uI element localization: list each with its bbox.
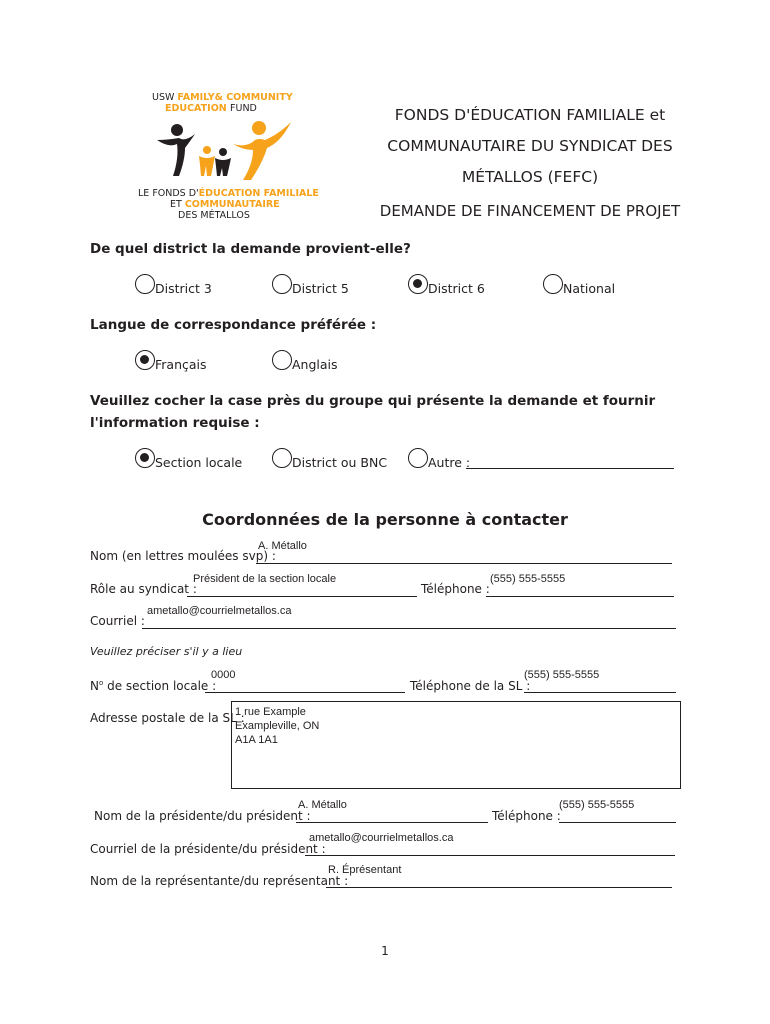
- role-field[interactable]: [187, 596, 417, 597]
- president-phone-field[interactable]: [559, 822, 676, 823]
- radio-option-district-5[interactable]: [272, 274, 349, 294]
- role-value: Président de la section locale: [193, 573, 337, 585]
- label-prefix: N: [90, 679, 99, 693]
- radio-district-3[interactable]: [135, 274, 155, 294]
- president-name-value: A. Métallo: [298, 799, 347, 811]
- logo-line-1: [152, 92, 293, 103]
- phone-field[interactable]: [486, 596, 674, 597]
- page-number: 1: [381, 944, 389, 958]
- language-question: Langue de correspondance préférée :: [90, 317, 377, 333]
- radio-option-district-bnc[interactable]: [272, 448, 387, 468]
- title-line-2: COMMUNAUTAIRE DU SYNDICAT DES: [387, 137, 673, 155]
- radio-label: District ou BNC: [292, 455, 388, 470]
- title-line-1: FONDS D'ÉDUCATION FAMILIALE et: [394, 106, 666, 124]
- phone-value: (555) 555-5555: [490, 573, 566, 585]
- rep-name-label: Nom de la représentante/du représentant :: [90, 874, 349, 888]
- radio-option-district-3[interactable]: [135, 274, 212, 294]
- phone-label: Téléphone :: [421, 582, 490, 596]
- local-number-value: 0000: [211, 669, 236, 681]
- radio-label: Français: [155, 357, 207, 372]
- radio-label: District 3: [155, 281, 212, 296]
- family-figures-icon: [155, 118, 295, 188]
- group-question-line-2: l'information requise :: [90, 415, 260, 431]
- title-line-3: MÉTALLOS (FEFC): [461, 168, 599, 186]
- radio-option-district-6[interactable]: [408, 274, 485, 294]
- label-superscript: o: [98, 679, 104, 687]
- address-label: Adresse postale de la SL :: [90, 711, 245, 725]
- group-question-line-1: Veuillez cocher la case près du groupe qui présente la demande et fournir: [90, 393, 656, 409]
- logo-line-4: [170, 199, 280, 210]
- radio-label: Autre :: [428, 455, 471, 470]
- radio-label: Section locale: [155, 455, 243, 470]
- radio-option-autre[interactable]: [408, 448, 470, 468]
- rep-name-value: R. Éprésentant: [328, 864, 402, 876]
- form-title: [350, 100, 710, 193]
- local-phone-label: Téléphone de la SL :: [410, 679, 531, 693]
- logo-line-5: [178, 210, 250, 221]
- president-phone-value: (555) 555-5555: [559, 799, 635, 811]
- rep-name-field[interactable]: [326, 887, 672, 888]
- president-email-label: Courriel de la présidente/du président :: [90, 842, 326, 856]
- radio-option-francais[interactable]: [135, 350, 207, 370]
- precision-note: Veuillez préciser s'il y a lieu: [90, 645, 243, 658]
- president-name-label: Nom de la présidente/du président :: [94, 809, 311, 823]
- logo-text-black: DES MÉTALLOS: [178, 210, 250, 221]
- logo-text-orange: EDUCATION: [165, 103, 231, 114]
- local-phone-field[interactable]: [524, 692, 676, 693]
- radio-option-anglais[interactable]: [272, 350, 338, 370]
- radio-label: Anglais: [292, 357, 338, 372]
- role-label: Rôle au syndicat :: [90, 582, 197, 596]
- contact-heading: Coordonnées de la personne à contacter: [202, 510, 568, 529]
- logo-line-3: [138, 188, 319, 199]
- logo-text-black: USW: [152, 92, 178, 103]
- address-line-3: A1A 1A1: [235, 734, 278, 746]
- president-email-field[interactable]: [305, 855, 675, 856]
- radio-national[interactable]: [543, 274, 563, 294]
- email-value: ametallo@courrielmetallos.ca: [147, 605, 292, 617]
- label-rest: de section locale :: [103, 679, 217, 693]
- address-line-1: 1 rue Example: [235, 706, 306, 718]
- radio-label: District 6: [428, 281, 485, 296]
- radio-option-national[interactable]: [543, 274, 615, 294]
- radio-label: National: [563, 281, 616, 296]
- group-question: [90, 390, 655, 434]
- form-subtitle: DEMANDE DE FINANCEMENT DE PROJET: [379, 202, 681, 220]
- local-number-field[interactable]: [205, 692, 405, 693]
- radio-district-5[interactable]: [272, 274, 292, 294]
- logo-text-black: LE FONDS D': [138, 188, 199, 199]
- name-field[interactable]: [256, 563, 672, 564]
- name-value: A. Métallo: [258, 540, 307, 552]
- logo-text-orange: FAMILY& COMMUNITY: [177, 92, 293, 103]
- logo-text-orange: COMMUNAUTAIRE: [184, 199, 280, 210]
- radio-option-section-locale[interactable]: [135, 448, 242, 468]
- president-phone-label: Téléphone :: [492, 809, 561, 823]
- district-question: De quel district la demande provient-elle?: [90, 241, 411, 257]
- radio-anglais[interactable]: [272, 350, 292, 370]
- logo-line-2: [165, 103, 257, 114]
- radio-section-locale[interactable]: [135, 448, 155, 468]
- logo-text-black: FUND: [230, 103, 257, 114]
- president-name-field[interactable]: [296, 822, 488, 823]
- radio-district-bnc[interactable]: [272, 448, 292, 468]
- email-field[interactable]: [142, 628, 676, 629]
- logo-text-orange: ÉDUCATION FAMILIALE: [198, 188, 319, 199]
- radio-francais[interactable]: [135, 350, 155, 370]
- address-line-2: Exampleville, ON: [235, 720, 320, 732]
- radio-district-6[interactable]: [408, 274, 428, 294]
- logo-text-black: ET: [170, 199, 185, 210]
- radio-autre[interactable]: [408, 448, 428, 468]
- local-phone-value: (555) 555-5555: [524, 669, 600, 681]
- president-email-value: ametallo@courrielmetallos.ca: [309, 832, 454, 844]
- local-number-label: [90, 679, 216, 693]
- name-label: Nom (en lettres moulées svp) :: [90, 549, 276, 563]
- radio-label: District 5: [292, 281, 349, 296]
- autre-field[interactable]: [466, 468, 674, 469]
- email-label: Courriel :: [90, 614, 145, 628]
